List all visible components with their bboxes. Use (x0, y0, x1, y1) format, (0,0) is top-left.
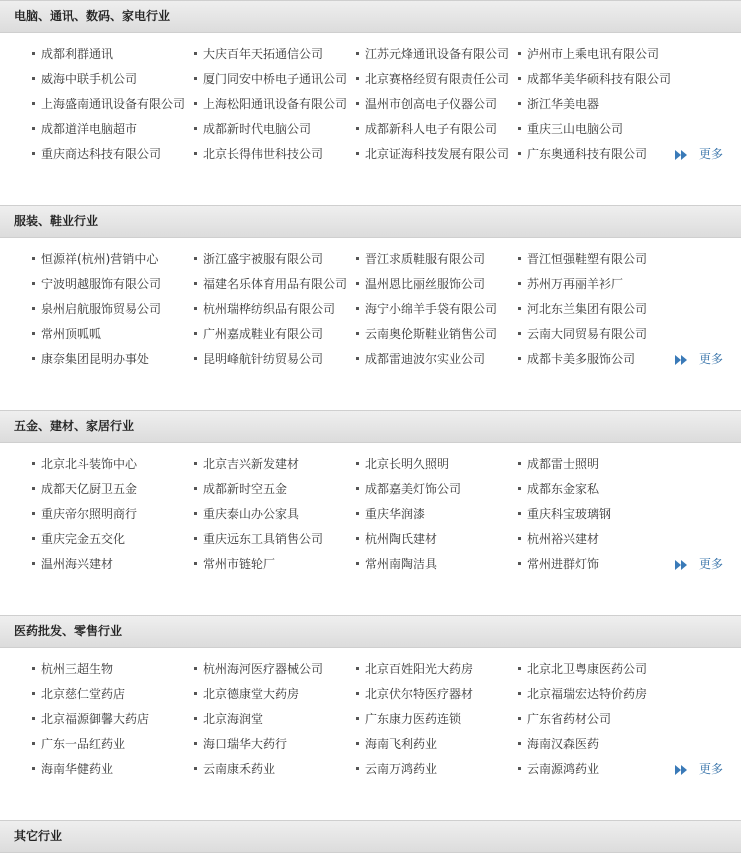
company-name: 重庆商达科技有限公司 (41, 147, 162, 161)
company-link[interactable] (194, 300, 335, 318)
company-name: 江苏元烽通讯设备有限公司 (365, 47, 510, 61)
company-link[interactable] (194, 660, 323, 678)
company-name: 杭州三超生物 (41, 662, 114, 676)
bullet-icon (356, 357, 359, 360)
company-name: 北京北卫粤康医药公司 (527, 662, 648, 676)
company-name: 浙江华美电器 (527, 97, 600, 111)
more-label: 更多 (698, 557, 723, 571)
company-name: 晋江恒强鞋塑有限公司 (527, 252, 648, 266)
section-apparel (0, 205, 741, 410)
more-label: 更多 (698, 147, 723, 161)
bullet-icon (194, 562, 197, 565)
company-name: 云南万鸿药业 (365, 762, 438, 776)
company-name: 北京海润堂 (203, 712, 264, 726)
company-name: 海宁小绵羊手袋有限公司 (365, 302, 498, 316)
company-link[interactable] (518, 760, 599, 778)
bullet-icon (518, 332, 521, 335)
company-link[interactable] (518, 145, 647, 163)
company-link[interactable] (356, 70, 509, 88)
section-pharmacy (0, 615, 741, 820)
company-name: 云南大同贸易有限公司 (527, 327, 648, 341)
bullet-icon (356, 307, 359, 310)
bullet-icon (194, 742, 197, 745)
company-name: 成都嘉美灯饰公司 (365, 482, 462, 496)
link-grid (0, 238, 741, 383)
company-name: 成都利群通讯 (41, 47, 114, 61)
company-link[interactable] (518, 250, 647, 268)
company-name: 成都天亿厨卫五金 (41, 482, 138, 496)
bullet-icon (518, 152, 521, 155)
section-title: 其它行业 (0, 820, 741, 853)
company-name: 广东奥通科技有限公司 (527, 147, 648, 161)
bullet-icon (194, 357, 197, 360)
company-name: 福建名乐体育用品有限公司 (203, 277, 348, 291)
bullet-icon (32, 742, 35, 745)
bullet-icon (32, 357, 35, 360)
bullet-icon (356, 537, 359, 540)
company-link[interactable] (194, 275, 347, 293)
company-name: 杭州瑞桦纺织品有限公司 (203, 302, 336, 316)
double-arrow-icon (675, 765, 693, 775)
bullet-icon (32, 282, 35, 285)
company-name: 上海盛南通讯设备有限公司 (41, 97, 186, 111)
company-name: 成都雷迪波尔实业公司 (365, 352, 486, 366)
company-name: 北京福瑞宏达特价药房 (527, 687, 648, 701)
company-name: 常州顶呱呱 (41, 327, 102, 341)
bullet-icon (518, 307, 521, 310)
section-hardware (0, 410, 741, 615)
company-name: 北京长明久照明 (365, 457, 450, 471)
company-name: 广东康力医药连锁 (365, 712, 462, 726)
bullet-icon (194, 487, 197, 490)
double-arrow-icon (675, 560, 693, 570)
company-link[interactable] (356, 300, 497, 318)
link-grid (0, 443, 741, 588)
bullet-icon (518, 257, 521, 260)
bullet-icon (32, 77, 35, 80)
bullet-icon (32, 562, 35, 565)
bullet-icon (32, 332, 35, 335)
company-name: 成都雷士照明 (527, 457, 600, 471)
company-link[interactable] (194, 735, 287, 753)
company-link[interactable] (356, 530, 437, 548)
bullet-icon (356, 767, 359, 770)
company-link[interactable] (518, 660, 647, 678)
company-name: 大庆百年天拓通信公司 (203, 47, 324, 61)
bullet-icon (356, 512, 359, 515)
bullet-icon (194, 767, 197, 770)
company-name: 海南飞利药业 (365, 737, 438, 751)
bullet-icon (194, 282, 197, 285)
company-link[interactable] (194, 455, 299, 473)
company-link[interactable] (194, 325, 323, 343)
company-link[interactable] (194, 710, 263, 728)
double-arrow-icon (675, 355, 693, 365)
company-name: 广州嘉成鞋业有限公司 (203, 327, 324, 341)
company-name: 常州市链轮厂 (203, 557, 276, 571)
company-link[interactable] (356, 760, 437, 778)
bullet-icon (194, 717, 197, 720)
company-link[interactable] (518, 325, 647, 343)
company-name: 泸州市上乘电讯有限公司 (527, 47, 660, 61)
company-name: 晋江求质鞋服有限公司 (365, 252, 486, 266)
bullet-icon (32, 462, 35, 465)
company-name: 杭州海河医疗器械公司 (203, 662, 324, 676)
company-name: 杭州陶氏建材 (365, 532, 438, 546)
bullet-icon (356, 257, 359, 260)
company-link[interactable] (32, 710, 149, 728)
company-link[interactable] (356, 505, 425, 523)
company-link[interactable] (194, 555, 275, 573)
company-link[interactable] (194, 70, 347, 88)
company-name: 北京长得伟世科技公司 (203, 147, 324, 161)
company-link[interactable] (518, 95, 599, 113)
company-link[interactable] (194, 505, 299, 523)
bullet-icon (518, 52, 521, 55)
company-link[interactable] (518, 300, 647, 318)
bullet-icon (194, 257, 197, 260)
bullet-icon (32, 692, 35, 695)
company-link[interactable] (32, 275, 161, 293)
company-link[interactable] (32, 735, 125, 753)
bullet-icon (194, 667, 197, 670)
bullet-icon (518, 462, 521, 465)
double-arrow-icon (675, 150, 693, 160)
company-link[interactable] (356, 710, 461, 728)
company-name: 成都新时代电脑公司 (203, 122, 312, 136)
company-name: 常州南陶洁具 (365, 557, 438, 571)
company-name: 成都道洋电脑超市 (41, 122, 138, 136)
company-name: 杭州裕兴建材 (527, 532, 600, 546)
company-link[interactable] (518, 710, 611, 728)
company-name: 威海中联手机公司 (41, 72, 138, 86)
bullet-icon (194, 692, 197, 695)
company-link[interactable] (356, 95, 497, 113)
bullet-icon (32, 257, 35, 260)
bullet-icon (356, 102, 359, 105)
company-link[interactable] (194, 120, 311, 138)
company-link[interactable] (32, 760, 113, 778)
company-link[interactable] (356, 455, 449, 473)
bullet-icon (518, 77, 521, 80)
more-link[interactable] (675, 761, 723, 777)
section-title: 五金、建材、家居行业 (0, 410, 741, 443)
more-label: 更多 (698, 352, 723, 366)
bullet-icon (518, 742, 521, 745)
company-name: 广东省药材公司 (527, 712, 612, 726)
bullet-icon (32, 307, 35, 310)
company-link[interactable] (518, 45, 659, 63)
bullet-icon (518, 127, 521, 130)
company-link[interactable] (32, 250, 158, 268)
company-name: 成都华美华硕科技有限公司 (527, 72, 672, 86)
link-grid (0, 648, 741, 793)
company-name: 北京福源御馨大药店 (41, 712, 150, 726)
bullet-icon (356, 282, 359, 285)
company-name: 海口瑞华大药行 (203, 737, 288, 751)
company-link[interactable] (518, 530, 599, 548)
bullet-icon (356, 77, 359, 80)
company-link[interactable] (32, 350, 149, 368)
bullet-icon (356, 692, 359, 695)
company-link[interactable] (356, 275, 485, 293)
bullet-icon (518, 102, 521, 105)
company-link[interactable] (518, 555, 599, 573)
bullet-icon (356, 487, 359, 490)
bullet-icon (32, 52, 35, 55)
section-other (0, 820, 741, 850)
company-name: 广东一品红药业 (41, 737, 126, 751)
company-name: 泉州启航服饰贸易公司 (41, 302, 162, 316)
bullet-icon (32, 512, 35, 515)
company-link[interactable] (518, 735, 599, 753)
company-name: 厦门同安中桥电子通讯公司 (203, 72, 348, 86)
company-name: 北京赛格经贸有限责任公司 (365, 72, 510, 86)
company-name: 常州进群灯饰 (527, 557, 600, 571)
company-link[interactable] (32, 300, 161, 318)
bullet-icon (194, 77, 197, 80)
company-name: 恒源祥(杭州)营销中心 (41, 252, 159, 266)
company-link[interactable] (194, 685, 299, 703)
company-link[interactable] (32, 145, 161, 163)
company-name: 北京伏尔特医疗器材 (365, 687, 474, 701)
company-link[interactable] (32, 325, 101, 343)
company-name: 北京北斗装饰中心 (41, 457, 138, 471)
section-title: 医药批发、零售行业 (0, 615, 741, 648)
company-name: 云南康禾药业 (203, 762, 276, 776)
company-link[interactable] (356, 480, 461, 498)
company-link[interactable] (32, 120, 137, 138)
bullet-icon (356, 667, 359, 670)
company-name: 成都卡美多服饰公司 (527, 352, 636, 366)
bullet-icon (518, 667, 521, 670)
bullet-icon (356, 562, 359, 565)
company-link[interactable] (356, 250, 485, 268)
bullet-icon (32, 537, 35, 540)
section-title: 电脑、通讯、数码、家电行业 (0, 0, 741, 33)
company-link[interactable] (194, 350, 323, 368)
company-link[interactable] (356, 120, 497, 138)
company-name: 浙江盛宇被服有限公司 (203, 252, 324, 266)
bullet-icon (356, 52, 359, 55)
company-link[interactable] (32, 505, 137, 523)
bullet-icon (194, 102, 197, 105)
bullet-icon (518, 692, 521, 695)
company-name: 北京德康堂大药房 (203, 687, 300, 701)
company-name: 北京慈仁堂药店 (41, 687, 126, 701)
company-name: 北京证海科技发展有限公司 (365, 147, 510, 161)
bullet-icon (518, 487, 521, 490)
bullet-icon (32, 767, 35, 770)
company-link[interactable] (356, 685, 473, 703)
company-link[interactable] (32, 530, 125, 548)
bullet-icon (32, 152, 35, 155)
company-name: 成都新时空五金 (203, 482, 288, 496)
company-name: 北京吉兴新发建材 (203, 457, 300, 471)
company-link[interactable] (356, 325, 497, 343)
company-name: 重庆远东工具销售公司 (203, 532, 324, 546)
bullet-icon (518, 537, 521, 540)
company-link[interactable] (32, 480, 137, 498)
bullet-icon (32, 717, 35, 720)
bullet-icon (518, 512, 521, 515)
company-link[interactable] (194, 145, 323, 163)
company-link[interactable] (518, 685, 647, 703)
bullet-icon (518, 562, 521, 565)
company-link[interactable] (356, 45, 509, 63)
company-name: 苏州万再丽羊衫厂 (527, 277, 624, 291)
company-name: 北京百姓阳光大药房 (365, 662, 474, 676)
company-link[interactable] (356, 145, 509, 163)
bullet-icon (356, 717, 359, 720)
company-link[interactable] (518, 505, 611, 523)
bullet-icon (194, 537, 197, 540)
more-label: 更多 (698, 762, 723, 776)
company-link[interactable] (194, 95, 347, 113)
company-link[interactable] (356, 350, 485, 368)
company-link[interactable] (32, 660, 113, 678)
company-name: 康奈集团昆明办事处 (41, 352, 150, 366)
bullet-icon (518, 767, 521, 770)
more-link[interactable] (675, 556, 723, 572)
section-title: 服装、鞋业行业 (0, 205, 741, 238)
company-name: 重庆帝尔照明商行 (41, 507, 138, 521)
company-name: 温州恩比丽丝服饰公司 (365, 277, 486, 291)
company-link[interactable] (356, 660, 473, 678)
company-link[interactable] (194, 530, 323, 548)
company-link[interactable] (32, 455, 137, 473)
bullet-icon (194, 52, 197, 55)
company-link[interactable] (518, 70, 671, 88)
company-link[interactable] (32, 45, 113, 63)
company-name: 重庆科宝玻璃钢 (527, 507, 612, 521)
company-link[interactable] (32, 685, 125, 703)
company-name: 成都东金家私 (527, 482, 600, 496)
company-name: 上海松阳通讯设备有限公司 (203, 97, 348, 111)
company-name: 重庆三山电脑公司 (527, 122, 624, 136)
bullet-icon (194, 462, 197, 465)
company-name: 温州海兴建材 (41, 557, 114, 571)
bullet-icon (356, 742, 359, 745)
company-name: 海南汉森医药 (527, 737, 600, 751)
company-name: 宁波明越服饰有限公司 (41, 277, 162, 291)
company-link[interactable] (356, 735, 437, 753)
bullet-icon (32, 667, 35, 670)
bullet-icon (518, 282, 521, 285)
company-link[interactable] (518, 275, 623, 293)
company-link[interactable] (194, 760, 275, 778)
more-link[interactable] (675, 146, 723, 162)
bullet-icon (356, 152, 359, 155)
bullet-icon (194, 332, 197, 335)
more-link[interactable] (675, 351, 723, 367)
bullet-icon (518, 357, 521, 360)
bullet-icon (194, 307, 197, 310)
company-name: 温州市创高电子仪器公司 (365, 97, 498, 111)
company-name: 云南源鸿药业 (527, 762, 600, 776)
company-name: 云南奥伦斯鞋业销售公司 (365, 327, 498, 341)
company-link[interactable] (32, 555, 113, 573)
company-link[interactable] (194, 250, 323, 268)
bullet-icon (194, 127, 197, 130)
bullet-icon (32, 102, 35, 105)
company-link[interactable] (518, 455, 599, 473)
bullet-icon (194, 152, 197, 155)
bullet-icon (32, 127, 35, 130)
link-grid (0, 33, 741, 178)
bullet-icon (356, 462, 359, 465)
company-link[interactable] (32, 70, 137, 88)
company-name: 成都新科人电子有限公司 (365, 122, 498, 136)
company-name: 重庆泰山办公家具 (203, 507, 300, 521)
bullet-icon (356, 332, 359, 335)
company-name: 海南华健药业 (41, 762, 114, 776)
company-name: 昆明峰航针纺贸易公司 (203, 352, 324, 366)
bullet-icon (518, 717, 521, 720)
company-link[interactable] (518, 350, 635, 368)
company-name: 重庆完金五交化 (41, 532, 126, 546)
section-electronics (0, 0, 741, 205)
company-link[interactable] (194, 45, 323, 63)
company-link[interactable] (356, 555, 437, 573)
company-link[interactable] (194, 480, 287, 498)
company-link[interactable] (518, 480, 599, 498)
company-link[interactable] (518, 120, 623, 138)
company-name: 河北东兰集团有限公司 (527, 302, 648, 316)
company-link[interactable] (32, 95, 185, 113)
company-name: 重庆华润漆 (365, 507, 426, 521)
bullet-icon (32, 487, 35, 490)
bullet-icon (356, 127, 359, 130)
bullet-icon (194, 512, 197, 515)
